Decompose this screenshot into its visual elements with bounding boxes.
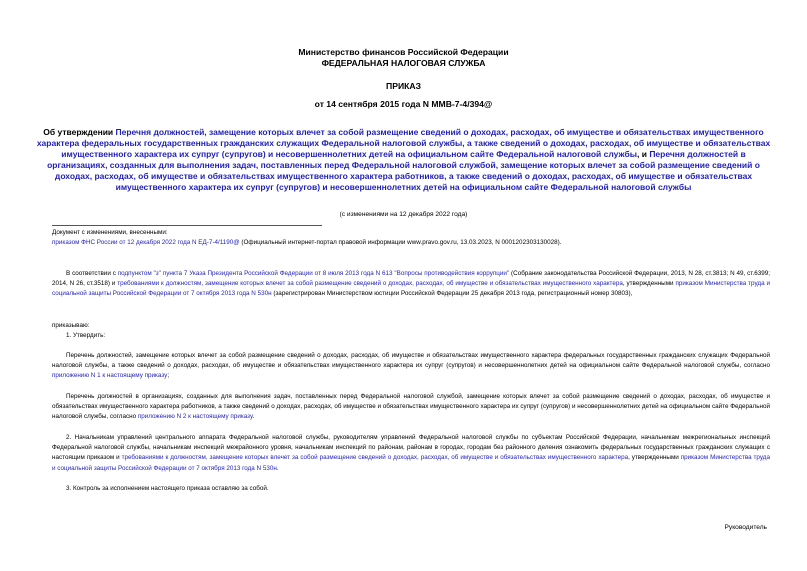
item-1: 1. Утвердить: <box>66 332 106 339</box>
preamble-paragraph <box>52 269 770 300</box>
list-item-end: . <box>252 413 255 421</box>
title-lead: Об утверждении <box>43 127 116 137</box>
list-item-text: Перечень должностей, замещение которых влечет за собой размещение сведений о доходах, расходах, об имуществе и обязательствах имущественного характера федеральных государственных гражданских служащих Федеральной налоговой службы, а также сведений о доходах, расходах, об имуществе и обязательствах имущественного характера их супруг (супругов) и несовершеннолетних детей на официальном сайте Федеральной налоговой службы, согласно <box>52 352 770 370</box>
requirements-link-2[interactable]: требованиями к должностям, замещение которых влечет за собой размещение сведений о доходах, расходах, об имуществе и обязательствах имущественного характера <box>121 454 629 462</box>
changes-block <box>52 228 770 248</box>
order-word: приказываю: <box>52 322 90 329</box>
title-mid: , и <box>637 149 650 159</box>
title-link-list2[interactable]: Перечня должностей в организациях, созданных для выполнения задач, поставленных перед Федеральной налоговой службой, замещение которых влечет за собой размещение сведений о доходах, расходах, об имуществе и обязательствах имущественного характера работников, а также сведений о доходах, расходах, об имуществе и обязательствах имущественного характера их супруг (супругов) и несовершеннолетних детей на официальном сайте Федеральной налоговой службы <box>47 149 760 192</box>
service-name: ФЕДЕРАЛЬНАЯ НАЛОГОВАЯ СЛУЖБА <box>321 58 486 68</box>
divider <box>52 225 322 226</box>
title-link-list1[interactable]: Перечня должностей, замещение которых влечет за собой размещение сведений о доходах, расходах, об имуществе и обязательствах имущественного характера федеральных государственных гражданских служащих Федеральной налоговой службы, а также сведений о доходах, расходах, об имуществе и обязательствах имущественного характера их супруг (супругов) и несовершеннолетних детей на официальном сайте Федеральной налоговой службы <box>36 127 771 159</box>
labor-ministry-order-link[interactable]: приказом Министерства труда и социальной защиты Российской Федерации от 7 октября 2013 года N 530н <box>52 280 770 298</box>
document-date-number: от 14 сентября 2015 года N ММВ-7-4/394@ <box>314 99 493 109</box>
document-type: ПРИКАЗ <box>386 81 421 91</box>
document-title <box>34 127 773 193</box>
changes-suffix: (Официальный интернет-портал правовой информации www.pravo.gov.ru, 13.03.2023, N 0001202303130028). <box>239 239 562 247</box>
ministry-name: Министерство финансов Российской Федерации <box>298 47 509 57</box>
preamble-text: , утвержденными <box>622 280 676 288</box>
item-3: 3. Контроль за исполнением настоящего приказа оставляю за собой. <box>66 485 269 492</box>
item-2-text: 2. Начальникам управлений центрального аппарата Федеральной налоговой службы, руководителям управлений Федеральной налоговой службы по субъектам Российской Федерации, начальникам межрегиональных инспекций Федеральной налоговой службы, начальникам инспекций межрайонного уровня, начальникам инспекций по районам, районам в городах, городам без районного деления ознакомить федеральных государственных гражданских служащих с настоящим приказом и <box>52 434 770 462</box>
item-2-end: . <box>276 464 279 472</box>
list-item-2 <box>52 392 770 423</box>
preamble-text: (Собрание законодательства Российской Федерации, 2013, N 28, ст.3813; N 49, ст.6399; 2014, N 26, ст.3518) и <box>52 270 771 288</box>
changes-link[interactable]: приказом ФНС России от 12 декабря 2022 года N ЕД-7-4/1190@ <box>52 239 240 247</box>
appendix-2-link[interactable]: приложению N 2 к настоящему приказу <box>137 413 253 421</box>
requirements-link[interactable]: требованиями к должностям, замещение которых влечет за собой размещение сведений о доходах, расходах, об имуществе и обязательствах имущественного характера <box>117 280 623 288</box>
labor-ministry-order-link-2[interactable]: приказом Министерства труда и социальной защиты Российской Федерации от 7 октября 2013 года N 530н <box>52 454 770 472</box>
changes-label: Документ с изменениями, внесенными: <box>52 229 168 236</box>
item-2-mid: , утвержденными <box>628 454 681 462</box>
decree-link[interactable]: подпунктом "з" пункта 7 Указа Президента Российской Федерации от 8 июля 2013 года N 613 "Вопросы противодействия коррупции" <box>117 270 510 277</box>
list-item-text: Перечень должностей в организациях, созданных для выполнения задач, поставленных перед Федеральной налоговой службой, замещение которых влечет за собой размещение сведений о доходах, расходах, об имуществе и обязательствах имущественного характера работников, а также сведений о доходах, расходах, об имуществе и обязательствах имущественного характера их супруг (супругов) и несовершеннолетних детей на официальном сайте Федеральной налоговой службы, согласно <box>52 393 770 421</box>
item-2 <box>52 433 770 474</box>
list-item-1 <box>52 351 770 382</box>
signature: Руководитель <box>724 524 767 531</box>
list-item-end: ; <box>167 372 170 380</box>
preamble-text: В соответствии с <box>66 270 118 277</box>
preamble-text: (зарегистрирован Министерством юстиции Российской Федерации 25 декабря 2013 года, регистрационный номер 30803), <box>271 290 633 298</box>
appendix-1-link[interactable]: приложению N 1 к настоящему приказу <box>52 372 168 380</box>
revision-note: (с изменениями на 12 декабря 2022 года) <box>339 211 468 218</box>
